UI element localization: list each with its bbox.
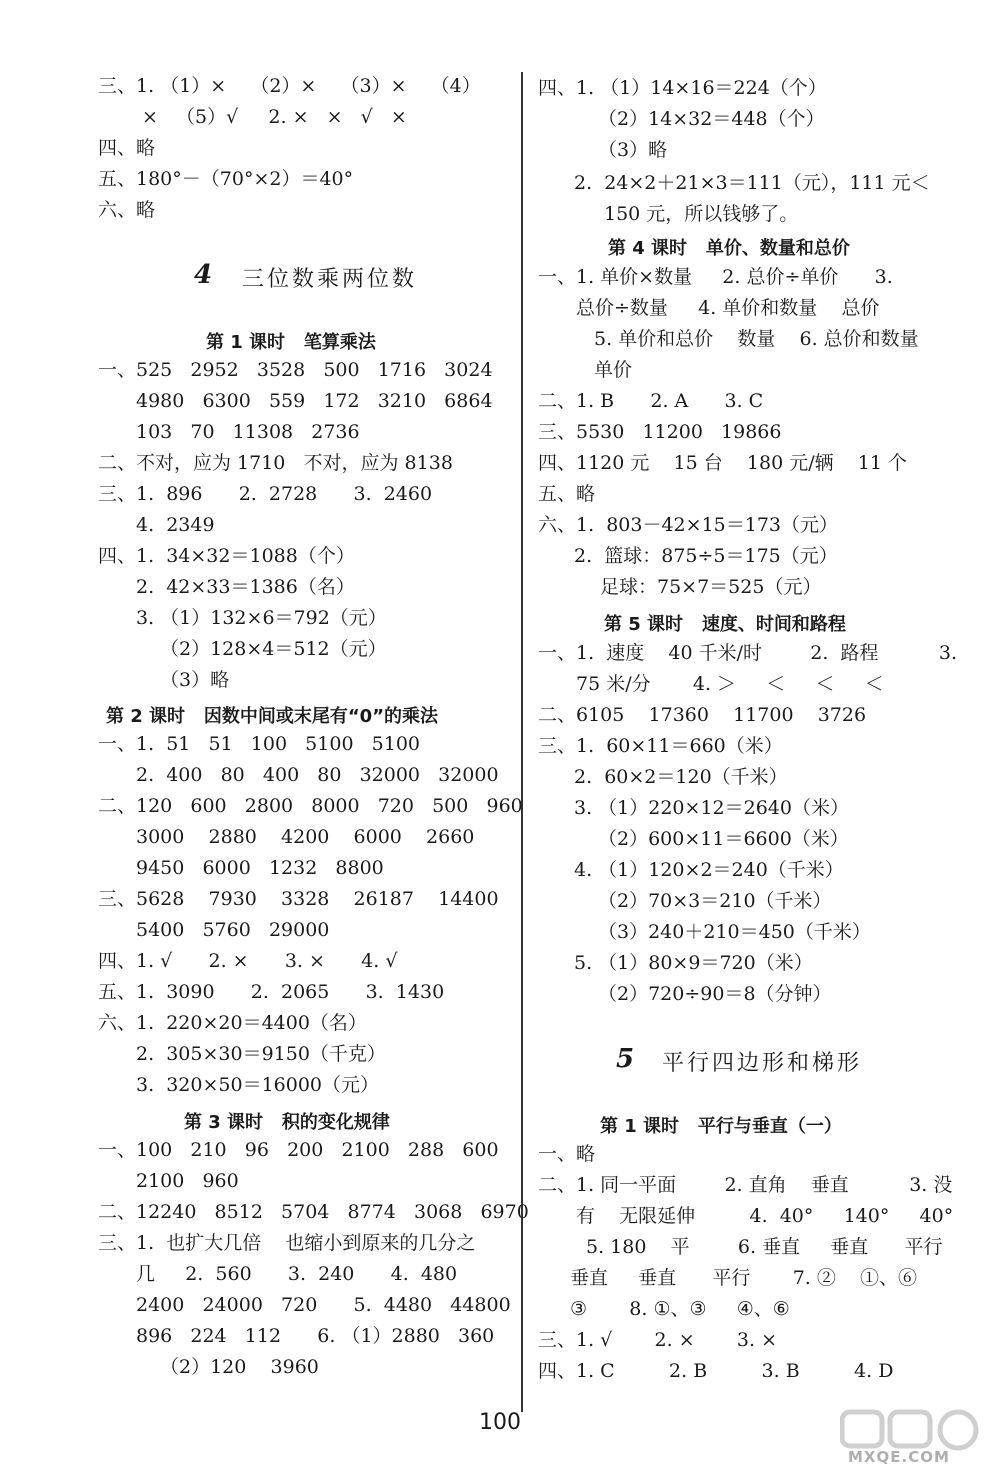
answer-line: 五、180°－（70°×2）＝40° xyxy=(98,168,354,190)
answer-line: 5400 5760 29000 xyxy=(136,919,330,941)
answer-line: 五、略 xyxy=(538,483,596,505)
answer-line: 三、5628 7930 3328 26187 14400 xyxy=(98,888,499,910)
answer-line: 103 70 11308 2736 xyxy=(136,421,360,443)
answer-line: （2）128×4＝512（元） xyxy=(160,638,387,660)
answer-line: 4. （1）120×2＝240（千米） xyxy=(574,859,844,881)
answer-line: 3. 320×50＝16000（元） xyxy=(136,1074,380,1096)
answer-line: 二、6105 17360 11700 3726 xyxy=(538,704,867,726)
chapter-number: 4 xyxy=(194,260,213,290)
answer-line: 三、1. 896 2. 2728 3. 2460 xyxy=(98,483,433,505)
answer-line: 有 无限延伸 4. 40° 140° 40° xyxy=(576,1205,954,1227)
answer-line: 三、1. 60×11＝660（米） xyxy=(538,735,783,757)
lesson-heading: 第 1 课时 平行与垂直（一） xyxy=(600,1116,842,1137)
answer-line: 2. 60×2＝120（千米） xyxy=(574,766,788,788)
answer-line: 一、100 210 96 200 2100 288 600 xyxy=(98,1139,499,1161)
answer-line: 150 元，所以钱够了。 xyxy=(604,203,799,225)
answer-line: 几 2. 560 3. 240 4. 480 xyxy=(136,1263,458,1285)
answer-line: 四、1. 34×32＝1088（个） xyxy=(98,545,355,567)
answer-line: 二、1. 同一平面 2. 直角 垂直 3. 没 xyxy=(538,1174,953,1196)
lesson-heading: 第 4 课时 单价、数量和总价 xyxy=(608,238,850,259)
answer-line: 二、不对，应为 1710 不对，应为 8138 xyxy=(98,452,453,474)
answer-line: 4980 6300 559 172 3210 6864 xyxy=(136,390,493,412)
answer-line: 5. 180 平 6. 垂直 垂直 平行 xyxy=(586,1236,943,1258)
answer-line: 3000 2880 4200 6000 2660 xyxy=(136,826,475,848)
page-number: 100 xyxy=(479,1410,521,1435)
answer-line: 5. （1）80×9＝720（米） xyxy=(574,952,813,974)
answer-line: 总价÷数量 4. 单价和数量 总价 xyxy=(576,297,880,319)
lesson-heading: 第 3 课时 积的变化规律 xyxy=(184,1112,390,1133)
answer-line: （3）240＋210＝450（千米） xyxy=(598,921,871,943)
answer-line: 四、1120 元 15 台 180 元/辆 11 个 xyxy=(538,452,908,474)
answer-line: 2100 960 xyxy=(136,1170,239,1192)
answer-line: （3）略 xyxy=(160,669,230,691)
answer-line: 三、1. （1）× （2）× （3）× （4） xyxy=(98,75,481,97)
answer-line: 2. 42×33＝1386（名） xyxy=(136,576,355,598)
answer-line: 二、1. B 2. A 3. C xyxy=(538,390,764,412)
answer-line: 五、1. 3090 2. 2065 3. 1430 xyxy=(98,981,445,1003)
answer-line: 单价 xyxy=(594,359,633,381)
answer-line: 六、略 xyxy=(98,199,156,221)
answer-line: （3）略 xyxy=(598,139,668,161)
answer-line: 5. 单价和总价 数量 6. 总价和数量 xyxy=(594,328,919,350)
answer-line: 2400 24000 720 5. 4480 44800 xyxy=(136,1294,511,1316)
answer-line: 一、1. 单价×数量 2. 总价÷单价 3. xyxy=(538,266,893,288)
answer-line: （2）120 3960 xyxy=(160,1356,319,1378)
answer-line: 足球：75×7＝525（元） xyxy=(600,576,822,598)
lesson-heading: 第 5 课时 速度、时间和路程 xyxy=(604,614,846,635)
watermark-text: MXQE.COM xyxy=(848,1448,950,1466)
answer-line: 3. （1）220×12＝2640（米） xyxy=(574,797,849,819)
answer-line: 一、525 2952 3528 500 1716 3024 xyxy=(98,359,493,381)
chapter-title: 三位数乘两位数 xyxy=(242,267,418,292)
lesson-heading: 第 2 课时 因数中间或末尾有“0”的乘法 xyxy=(106,706,439,727)
lesson-heading: 第 1 课时 笔算乘法 xyxy=(206,332,376,353)
answer-line: 三、1. 也扩大几倍 也缩小到原来的几分之 xyxy=(98,1232,476,1254)
answer-line: 2. 305×30＝9150（千克） xyxy=(136,1043,386,1065)
answer-line: 一、略 xyxy=(538,1143,596,1165)
answer-line: 3. （1）132×6＝792（元） xyxy=(136,607,387,629)
answer-line: 二、120 600 2800 8000 720 500 960 xyxy=(98,795,523,817)
answer-line: 4. 2349 xyxy=(136,514,215,536)
answer-line: （2）600×11＝6600（米） xyxy=(598,828,849,850)
answer-line: 2. 400 80 400 80 32000 32000 xyxy=(136,764,499,786)
answer-line: × （5）√ 2. × × √ × xyxy=(142,106,407,128)
answer-line: 六、1. 220×20＝4400（名） xyxy=(98,1012,367,1034)
answer-line: 9450 6000 1232 8800 xyxy=(136,857,384,879)
answer-line: 三、5530 11200 19866 xyxy=(538,421,782,443)
answer-line: 四、1. （1）14×16＝224（个） xyxy=(538,77,827,99)
answer-line: （2）70×3＝210（千米） xyxy=(598,890,832,912)
answer-line: 2. 篮球：875÷5＝175（元） xyxy=(574,545,838,567)
answer-line: 四、1. √ 2. × 3. × 4. √ xyxy=(98,950,398,972)
answer-line: 2. 24×2＋21×3＝111（元），111 元＜ xyxy=(574,172,930,194)
answer-line: 四、略 xyxy=(98,137,156,159)
answer-line: 一、1. 51 51 100 5100 5100 xyxy=(98,733,421,755)
chapter-title: 平行四边形和梯形 xyxy=(662,1051,863,1076)
answer-line: 六、1. 803－42×15＝173（元） xyxy=(538,514,839,536)
answer-line: 896 224 112 6. （1）2880 360 xyxy=(136,1325,495,1347)
answer-line: 垂直 垂直 平行 7. ② ①、⑥ xyxy=(570,1267,918,1289)
answer-line: 一、1. 速度 40 千米/时 2. 路程 3. xyxy=(538,642,958,664)
answer-line: 四、1. C 2. B 3. B 4. D xyxy=(538,1360,894,1382)
answer-line: （2）720÷90＝8（分钟） xyxy=(598,983,832,1005)
answer-line: 三、1. √ 2. × 3. × xyxy=(538,1329,778,1351)
answer-line: （2）14×32＝448（个） xyxy=(598,108,825,130)
answer-line: ③ 8. ①、③ ④、⑥ xyxy=(570,1298,790,1320)
chapter-number: 5 xyxy=(616,1044,635,1074)
answer-line: 二、12240 8512 5704 8774 3068 6970 xyxy=(98,1201,529,1223)
answer-line: 75 米/分 4. ＞ ＜ ＜ ＜ xyxy=(576,673,884,695)
